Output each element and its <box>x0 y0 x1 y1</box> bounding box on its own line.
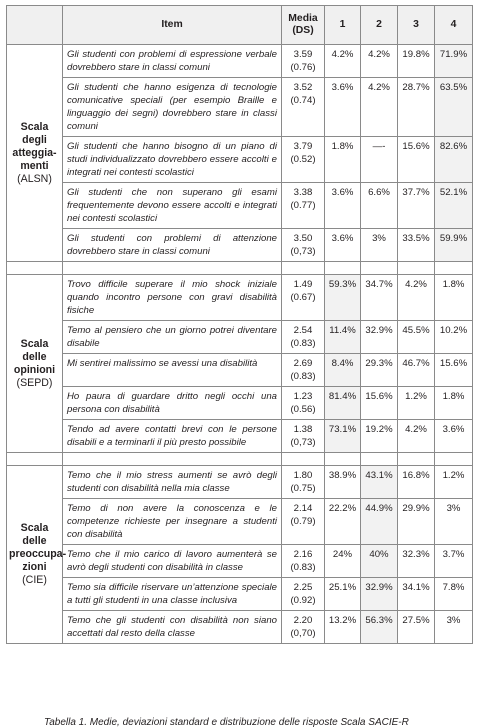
table-row <box>7 275 473 321</box>
percent-p3: 19.8% <box>398 45 435 78</box>
percent-p4: 3.7% <box>435 545 473 578</box>
percent-p2: —- <box>361 137 398 183</box>
percent-p1: 3.6% <box>325 78 361 137</box>
percent-p4: 3% <box>435 499 473 545</box>
item-text: Temo al pensiero che un giorno potrei diventare disabile <box>63 321 282 354</box>
separator-cell <box>435 453 473 466</box>
results-table <box>6 5 473 644</box>
mean-sd-cell <box>282 78 325 137</box>
scale-name: Scala degli atteggia-menti <box>12 120 57 172</box>
mean-value: 3.59 <box>293 49 313 60</box>
sd-value: (0.76) <box>290 62 316 73</box>
separator-cell <box>282 453 325 466</box>
header-col-3: 3 <box>398 6 435 45</box>
mean-value: 3.79 <box>293 141 313 152</box>
sd-value: (0.92) <box>290 595 316 606</box>
mean-value: 3.50 <box>293 233 313 244</box>
item-text: Tendo ad avere contatti brevi con le persone disabili e a terminarli il più presto possibile <box>63 420 282 453</box>
percent-p2: 34.7% <box>361 275 398 321</box>
header-blank <box>7 6 63 45</box>
item-text: Gli studenti con problemi di espressione verbale dovrebbero stare in classi comuni <box>63 45 282 78</box>
percent-p3: 4.2% <box>398 420 435 453</box>
mean-sd-cell <box>282 545 325 578</box>
header-item: Item <box>63 6 282 45</box>
mean-sd-cell <box>282 354 325 387</box>
mean-sd-cell <box>282 420 325 453</box>
mean-value: 2.54 <box>293 325 313 336</box>
mean-value: 2.20 <box>293 615 313 626</box>
percent-p4: 10.2% <box>435 321 473 354</box>
percent-p4: 7.8% <box>435 578 473 611</box>
mean-sd-cell <box>282 499 325 545</box>
sd-value: (0.77) <box>290 200 316 211</box>
separator-cell <box>325 453 361 466</box>
mean-value: 2.25 <box>293 582 313 593</box>
sd-value: (0.52) <box>290 154 316 165</box>
percent-p3: 46.7% <box>398 354 435 387</box>
scale-label <box>7 466 67 644</box>
mean-sd-cell <box>282 275 325 321</box>
percent-p4: 59.9% <box>435 229 473 262</box>
mean-sd-cell <box>282 387 325 420</box>
percent-p1: 24% <box>325 545 361 578</box>
section-separator <box>7 453 473 466</box>
separator-cell <box>398 453 435 466</box>
scale-name: Scala delle preoccupa-zioni <box>9 522 67 573</box>
item-text: Temo che gli studenti con disabilità non siano accettati dal resto della classe <box>63 611 282 644</box>
percent-p1: 8.4% <box>325 354 361 387</box>
mean-value: 1.23 <box>293 391 313 402</box>
percent-p1: 1.8% <box>325 137 361 183</box>
separator-cell <box>63 262 282 275</box>
percent-p3: 29.9% <box>398 499 435 545</box>
separator-cell <box>361 262 398 275</box>
percent-p4: 15.6% <box>435 354 473 387</box>
header-col-4: 4 <box>435 6 473 45</box>
percent-p4: 63.5% <box>435 78 473 137</box>
percent-p1: 3.6% <box>325 229 361 262</box>
percent-p4: 71.9% <box>435 45 473 78</box>
sd-value: (0.83) <box>290 338 316 349</box>
percent-p2: 40% <box>361 545 398 578</box>
item-text: Gli studenti con problemi di attenzione dovrebbero stare in classi comuni <box>63 229 282 262</box>
percent-p1: 25.1% <box>325 578 361 611</box>
percent-p2: 15.6% <box>361 387 398 420</box>
sd-value: (0,73) <box>290 246 316 257</box>
sd-value: (0.67) <box>290 292 316 303</box>
percent-p4: 52.1% <box>435 183 473 229</box>
sd-value: (0.74) <box>290 95 316 106</box>
percent-p2: 3% <box>361 229 398 262</box>
separator-cell <box>325 262 361 275</box>
mean-value: 3.38 <box>293 187 313 198</box>
table-row <box>7 137 473 183</box>
percent-p3: 15.6% <box>398 137 435 183</box>
percent-p2: 4.2% <box>361 78 398 137</box>
separator-cell <box>282 262 325 275</box>
percent-p4: 1.8% <box>435 387 473 420</box>
scale-code: (CIE) <box>22 574 47 586</box>
item-text: Gli studenti che hanno bisogno di un piano di studi individualizzato dovrebbero essere accolti e integrati nei contesti scolastici <box>63 137 282 183</box>
scale-code: (SEPD) <box>16 376 53 389</box>
sd-value: (0.56) <box>290 404 316 415</box>
section-separator <box>7 262 473 275</box>
sd-value: (0.83) <box>290 562 316 573</box>
separator-cell <box>63 453 282 466</box>
table-row <box>7 611 473 644</box>
percent-p3: 27.5% <box>398 611 435 644</box>
percent-p1: 59.3% <box>325 275 361 321</box>
percent-p2: 6.6% <box>361 183 398 229</box>
item-text: Temo sia difficile riservare un’attenzione speciale a tutti gli studenti in una classe inclusiva <box>63 578 282 611</box>
percent-p1: 3.6% <box>325 183 361 229</box>
table-row <box>7 321 473 354</box>
percent-p1: 4.2% <box>325 45 361 78</box>
mean-value: 2.69 <box>293 358 313 369</box>
header-media: Media (DS) <box>282 6 325 45</box>
scale-code: (ALSN) <box>17 172 52 185</box>
percent-p1: 73.1% <box>325 420 361 453</box>
mean-value: 2.16 <box>293 549 313 560</box>
percent-p2: 32.9% <box>361 321 398 354</box>
mean-sd-cell <box>282 45 325 78</box>
percent-p2: 29.3% <box>361 354 398 387</box>
table-row <box>7 387 473 420</box>
mean-sd-cell <box>282 229 325 262</box>
table-row <box>7 499 473 545</box>
scale-name: Scala delle opinioni <box>13 337 56 376</box>
mean-sd-cell <box>282 321 325 354</box>
percent-p1: 22.2% <box>325 499 361 545</box>
item-text: Ho paura di guardare dritto negli occhi una persona con disabilità <box>63 387 282 420</box>
percent-p2: 44.9% <box>361 499 398 545</box>
item-text: Gli studenti che non superano gli esami frequentemente devono essere accolti e integrati nei contesti scolastici <box>63 183 282 229</box>
percent-p1: 81.4% <box>325 387 361 420</box>
mean-sd-cell <box>282 578 325 611</box>
percent-p2: 19.2% <box>361 420 398 453</box>
mean-value: 1.80 <box>293 470 313 481</box>
mean-sd-cell <box>282 466 325 499</box>
mean-value: 1.49 <box>293 279 313 290</box>
percent-p3: 33.5% <box>398 229 435 262</box>
table-row <box>7 545 473 578</box>
item-text: Temo di non avere la conoscenza e le competenze richieste per insegnare a studenti con disabilità <box>63 499 282 545</box>
scale-label <box>7 275 63 453</box>
percent-p1: 13.2% <box>325 611 361 644</box>
sd-value: (0.83) <box>290 371 316 382</box>
header-row <box>7 6 473 45</box>
percent-p1: 38.9% <box>325 466 361 499</box>
percent-p4: 1.8% <box>435 275 473 321</box>
table-row <box>7 420 473 453</box>
item-text: Gli studenti che hanno esigenza di tecnologie comunicative speciali (per esempio Braille e linguaggio dei segni) dovrebbero stare in classi comuni <box>63 78 282 137</box>
item-text: Temo che il mio carico di lavoro aumenterà se avrò degli studenti con disabilità in classe <box>63 545 282 578</box>
percent-p2: 43.1% <box>361 466 398 499</box>
table-caption: Tabella 1. Medie, deviazioni standard e distribuzione delle risposte Scala SACIE-R <box>44 717 409 728</box>
header-col-2: 2 <box>361 6 398 45</box>
separator-cell <box>7 262 63 275</box>
mean-value: 1.38 <box>293 424 313 435</box>
percent-p3: 34.1% <box>398 578 435 611</box>
table-row <box>7 578 473 611</box>
percent-p1: 11.4% <box>325 321 361 354</box>
separator-cell <box>361 453 398 466</box>
table-row <box>7 466 473 499</box>
percent-p2: 32.9% <box>361 578 398 611</box>
percent-p3: 1.2% <box>398 387 435 420</box>
percent-p3: 32.3% <box>398 545 435 578</box>
percent-p4: 3.6% <box>435 420 473 453</box>
sd-value: (0,73) <box>290 437 316 448</box>
percent-p2: 56.3% <box>361 611 398 644</box>
sd-value: (0.75) <box>290 483 316 494</box>
header-col-1: 1 <box>325 6 361 45</box>
mean-sd-cell <box>282 183 325 229</box>
sd-value: (0,70) <box>290 628 316 639</box>
percent-p3: 16.8% <box>398 466 435 499</box>
sd-value: (0.79) <box>290 516 316 527</box>
separator-cell <box>435 262 473 275</box>
table-row <box>7 354 473 387</box>
item-text: Temo che il mio stress aumenti se avrò degli studenti con disabilità nella mia classe <box>63 466 282 499</box>
percent-p2: 4.2% <box>361 45 398 78</box>
percent-p4: 1.2% <box>435 466 473 499</box>
table-row <box>7 78 473 137</box>
mean-sd-cell <box>282 137 325 183</box>
percent-p3: 37.7% <box>398 183 435 229</box>
table-row <box>7 229 473 262</box>
percent-p3: 4.2% <box>398 275 435 321</box>
percent-p4: 82.6% <box>435 137 473 183</box>
scale-label <box>7 45 63 262</box>
mean-value: 3.52 <box>293 82 313 93</box>
item-text: Trovo difficile superare il mio shock iniziale quando incontro persone con gravi disabilità fisiche <box>63 275 282 321</box>
percent-p3: 45.5% <box>398 321 435 354</box>
table-row <box>7 45 473 78</box>
table-body <box>7 45 473 644</box>
percent-p3: 28.7% <box>398 78 435 137</box>
separator-cell <box>7 453 63 466</box>
mean-sd-cell <box>282 611 325 644</box>
percent-p4: 3% <box>435 611 473 644</box>
table-row <box>7 183 473 229</box>
separator-cell <box>398 262 435 275</box>
item-text: Mi sentirei malissimo se avessi una disabilità <box>63 354 282 387</box>
mean-value: 2.14 <box>293 503 313 514</box>
